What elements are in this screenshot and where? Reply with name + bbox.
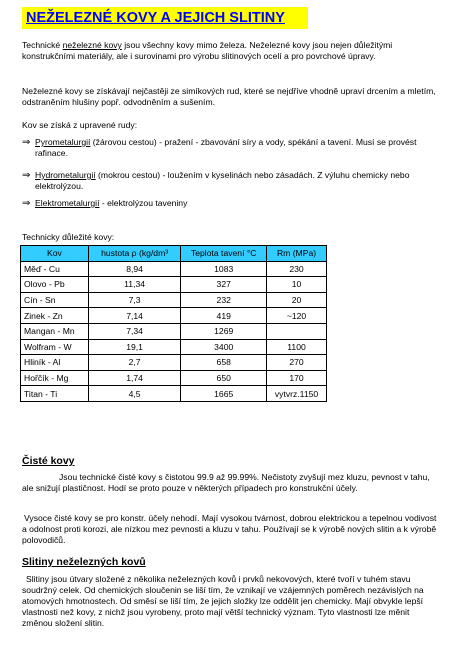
strength-cell: 270 [267,355,327,371]
intro-paragraph-1 [22,40,442,62]
density-cell: 4,5 [88,386,181,402]
melting-point-cell: 232 [181,292,267,308]
table-row [21,339,327,355]
alloys-paragraph-1: Slitiny jsou útvary složené z několika neželezných kovů i prvků nekovových, které tvoří v tuhém stavu soudržný celek. Od chemických sloučenin se liší tím, že vznikají ve vzájemných poměrech nezávislých na atomových hmotnostech. Od směsí se liší tím, že jejich složky lze oddělit jen chemicky. Mají obvykle lepší vlastnosti než kovy, z nichž jsou vyrobeny, proto mají větší technický význam. Tyto vlastnosti lze měnit změnou složení slitin. [22,574,424,628]
method-item-pyro [22,137,442,161]
method-item-hydro [22,170,442,194]
strength-cell: 170 [267,370,327,386]
intro-paragraph-2: Neželezné kovy se získávají nejčastěji ze simíkových rud, které se nejdříve vhodně upraví drcením a mletím, odstraněním hlušiny popř. odvodněním a sušením. [22,86,436,107]
melting-point-cell: 658 [181,355,267,371]
density-cell: 1,74 [88,370,181,386]
melting-point-cell: 1665 [181,386,267,402]
density-cell: 2,7 [88,355,181,371]
table-row [21,370,327,386]
strength-cell: 230 [267,261,327,277]
table-header-cell: Teplota tavení °C [181,246,267,262]
melting-point-cell: 419 [181,308,267,324]
page-title: NEŽELEZNÉ KOVY A JEJICH SLITINY [22,7,308,29]
intro-link-nezelezne-kovy[interactable]: neželezné kovy [62,40,122,50]
pure-paragraph-1: Jsou technické čisté kovy s čistotou 99.9 až 99.99%. Nečistoty zvyšují mez kluzu, pevnost v tahu, ale snižují plastičnost. Hodí se proto pouze v některých případech pro konstrukční účely. [22,472,430,493]
table-row [21,308,327,324]
melting-point-cell: 3400 [181,339,267,355]
melting-point-cell: 1269 [181,323,267,339]
table-header-cell: Rm (MPa) [267,246,327,262]
table-header-cell: Kov [21,246,89,262]
metal-name: Mangan - Mn [21,323,89,339]
metal-name: Měď - Cu [21,261,89,277]
table-row [21,323,327,339]
density-cell: 7,14 [88,308,181,324]
arrow-icon: ⇒ [22,198,31,209]
method-item-electro [22,198,442,210]
table-header-row [21,246,327,262]
strength-cell: 20 [267,292,327,308]
metals-table [20,245,327,402]
pure-paragraph-2: Vysoce čisté kovy se pro konstr. účely nehodí. Mají vysokou tvárnost, dobrou elektrickou a tepelnou vodivost a odolnost proti korozi, ale nízkou mez pevnosti a kluzu v tahu. Používají se k výrobě nových slitin a k výrobě polovodičů. [22,513,437,545]
table-row [21,355,327,371]
strength-cell: vytvrz.1150 [267,386,327,402]
table-caption: Technicky důležité kovy: [22,232,115,242]
method-term[interactable]: Pyrometalurgií [35,137,91,147]
metal-name: Wolfram - W [21,339,89,355]
arrow-icon: ⇒ [22,137,31,148]
intro-p1-pre: Technické [22,40,63,50]
density-cell: 7,3 [88,292,181,308]
method-term[interactable]: Elektrometalurgií [35,198,100,208]
section-heading-alloys: Slitiny neželezných kovů [22,556,146,568]
density-cell: 19,1 [88,339,181,355]
table-row [21,261,327,277]
melting-point-cell: 327 [181,277,267,293]
intro-p1-post: jsou všechny kovy mimo železa. Neželezné kovy jsou nejen důležitými konstrukčními materiály, ale i surovinami pro výrobu slitinových ocelí a pro povrchové úpravy. [22,40,393,61]
metal-name: Olovo - Pb [21,277,89,293]
table-row [21,292,327,308]
strength-cell: ~120 [267,308,327,324]
section-heading-pure-metals: Čisté kovy [22,455,75,467]
metal-name: Cín - Sn [21,292,89,308]
melting-point-cell: 650 [181,370,267,386]
density-cell: 11,34 [88,277,181,293]
density-cell: 8,94 [88,261,181,277]
table-header-cell: hustota ρ (kg/dm³ [88,246,181,262]
arrow-icon: ⇒ [22,170,31,181]
metal-name: Hořčík - Mg [21,370,89,386]
melting-point-cell: 1083 [181,261,267,277]
metal-name: Zinek - Zn [21,308,89,324]
strength-cell: 1100 [267,339,327,355]
table-row [21,386,327,402]
strength-cell [267,323,327,339]
method-text: - elektrolýzou taveniny [99,198,188,208]
metal-name: Hliník - Al [21,355,89,371]
strength-cell: 10 [267,277,327,293]
metal-name: Titan - Ti [21,386,89,402]
method-text: (mokrou cestou) - loužením v kyselinách nebo zásadách. Z výluhu chemicky nebo elektrolýzou. [35,170,410,191]
table-row [21,277,327,293]
method-text: (žárovou cestou) - pražení - zbavování síry a vody, spékání a tavení. Musí se provést rafinace. [35,137,417,158]
method-term[interactable]: Hydrometalurgií [35,170,96,180]
density-cell: 7,34 [88,323,181,339]
intro-paragraph-3: Kov se získá z upravené rudy: [22,120,138,130]
